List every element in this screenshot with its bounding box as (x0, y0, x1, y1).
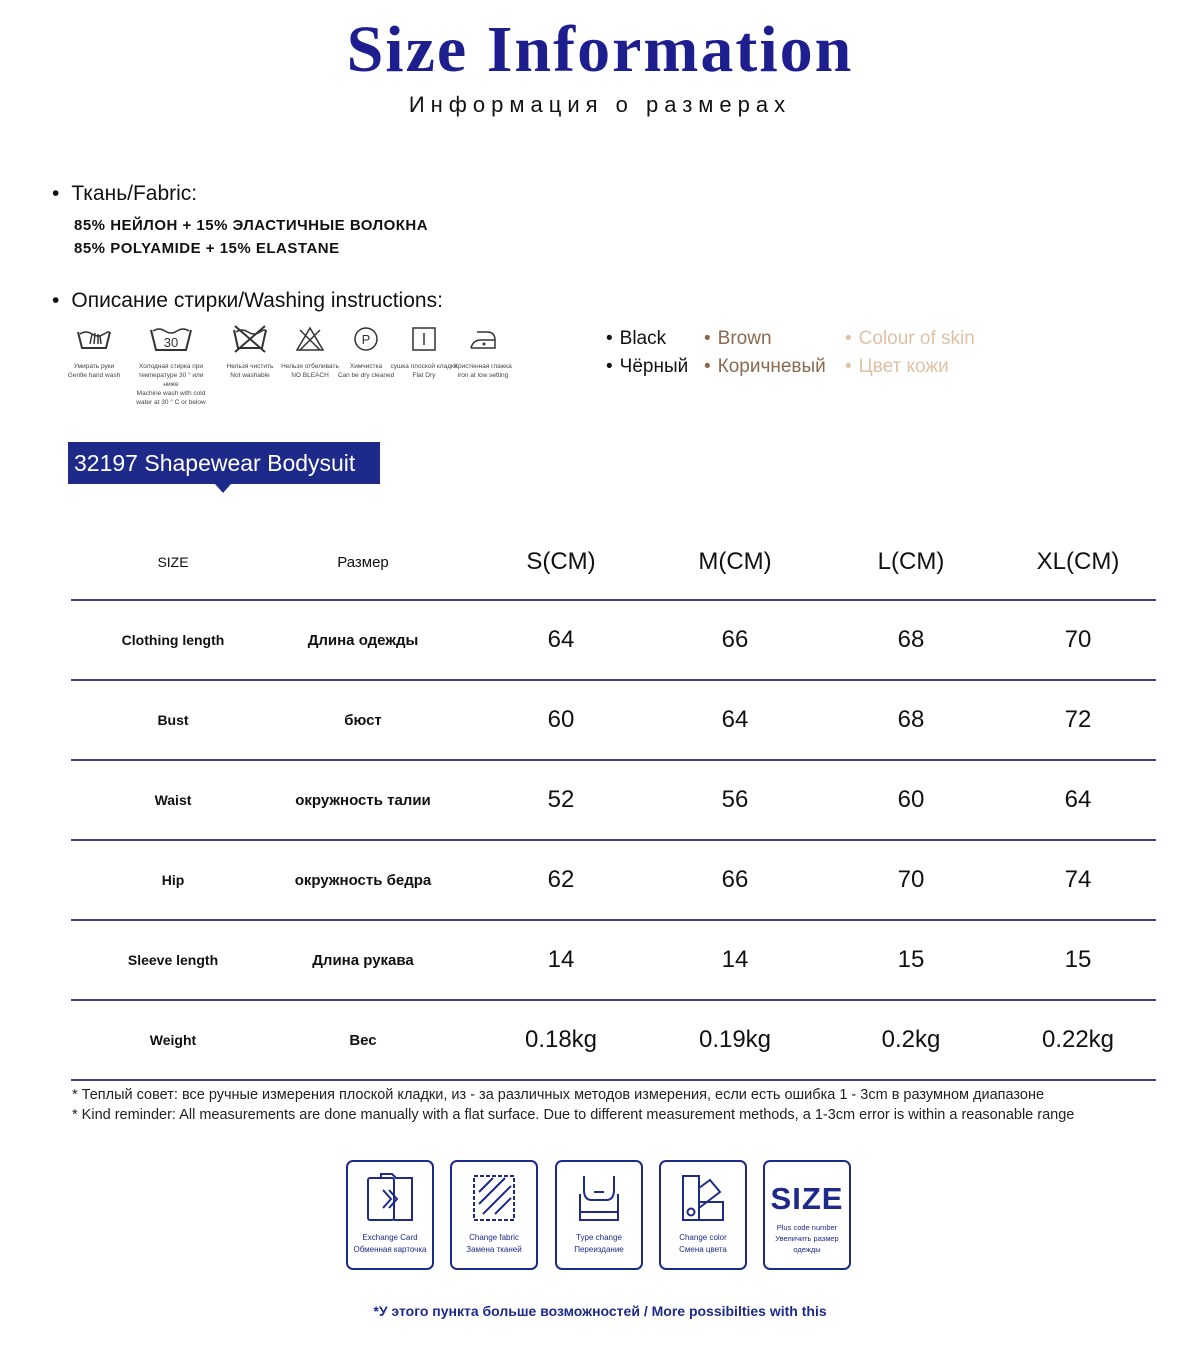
row-label-en: Hip (161, 872, 185, 888)
value-cell: 15 (897, 946, 925, 973)
care-caption-ru: Холодная стирка при температуре 30 ° или ниже (138, 363, 204, 388)
row-label-ru: Длина одежды (307, 631, 419, 649)
change-color-icon (668, 1170, 738, 1228)
header-cell: S(CM) (526, 548, 596, 575)
value-cell: 15 (1064, 946, 1092, 973)
table-row (71, 601, 1156, 681)
dry-clean-letter: P (361, 332, 371, 347)
care-caption-ru: Нельзя чистить (226, 363, 274, 370)
care-caption-ru: Нельзя отбеливать (281, 363, 339, 370)
value-cell: 66 (721, 866, 749, 893)
care-caption-ru: Химчистка (349, 363, 383, 370)
care-caption-ru: сушка плоской кладки (390, 363, 458, 370)
value-cell: 68 (897, 626, 925, 653)
row-label-ru: окружность бедра (294, 871, 432, 889)
change-fabric-icon (459, 1170, 529, 1228)
feature-label-en: Plus code number (776, 1223, 838, 1232)
row-label-en: Bust (157, 712, 189, 728)
row-label-ru: Вес (349, 1031, 377, 1049)
header-cell: SIZE (157, 554, 189, 570)
label-pointer (215, 484, 231, 493)
row-label-en: Waist (154, 792, 192, 808)
feature-label-ru: Переиздание (574, 1245, 624, 1254)
care-symbol (54, 322, 134, 380)
color-option-black: • Black (606, 328, 666, 350)
dry-clean-icon (346, 322, 386, 356)
table-row (71, 921, 1156, 1001)
value-cell: 70 (897, 866, 925, 893)
value-cell: 0.2kg (881, 1026, 941, 1053)
value-cell: 14 (721, 946, 749, 973)
row-label-ru: окружность талии (295, 791, 431, 809)
page-title: Size Information (346, 13, 854, 86)
care-caption-ru: Кристенная глажка (454, 363, 512, 370)
color-option-brown-ru: • Коричневый (704, 356, 826, 378)
measurement-note-en: * Kind reminder: All measurements are done manually with a flat surface. Due to different measurement methods, a 1-3cm error is within a reasonable range (72, 1107, 1075, 1123)
care-caption-en: Machine wash with cold water at 30 ° C or below (136, 390, 206, 406)
feature-label-ru: Увеличить размер одежды (775, 1234, 839, 1254)
feature-card-exchange-card (346, 1160, 434, 1270)
feature-label-ru: Замена тканей (466, 1245, 522, 1254)
table-header-row (71, 525, 1156, 601)
feature-label-en: Change color (679, 1233, 727, 1242)
value-cell: 0.19kg (698, 1026, 772, 1053)
care-caption-en: Gentle hand wash (67, 372, 121, 379)
measurement-note-ru: * Теплый совет: все ручные измерения плоской кладки, из - за различных методов измерения, если есть ошибка 1 - 3cm в разумном диапазоне (72, 1087, 1045, 1103)
value-cell: 0.22kg (1041, 1026, 1115, 1053)
feature-label-en: Change fabric (469, 1233, 519, 1242)
value-cell: 56 (721, 786, 749, 813)
row-label-en: Weight (149, 1032, 197, 1048)
feature-label-en: Type change (576, 1233, 622, 1242)
value-cell: 64 (721, 706, 749, 733)
care-symbol (131, 322, 211, 407)
header-cell: M(CM) (698, 548, 772, 575)
feature-card-change-color (659, 1160, 747, 1270)
size-icon: SIZE (770, 1181, 844, 1216)
value-cell: 52 (547, 786, 575, 813)
feature-label-en: Exchange Card (362, 1233, 418, 1242)
product-label: 32197 Shapewear Bodysuit (68, 442, 380, 484)
value-cell: 66 (721, 626, 749, 653)
washing-heading: • Описание стирки/Washing instructions: (52, 289, 443, 313)
row-label-en: Clothing length (121, 632, 225, 648)
care-symbol (443, 322, 523, 380)
do-not-wash-icon (230, 322, 270, 356)
type-change-icon (564, 1170, 634, 1228)
row-label-en: Sleeve length (127, 952, 219, 968)
care-caption-en: NO BLEACH (291, 372, 329, 379)
header-cell: L(CM) (877, 548, 945, 575)
value-cell: 0.18kg (524, 1026, 598, 1053)
value-cell: 68 (897, 706, 925, 733)
value-cell: 74 (1064, 866, 1092, 893)
value-cell: 64 (1064, 786, 1092, 813)
fabric-line-ru: 85% НЕЙЛОН + 15% ЭЛАСТИЧНЫЕ ВОЛОКНА (74, 217, 429, 234)
row-label-ru: Длина рукава (312, 951, 414, 969)
exchange-card-icon (355, 1170, 425, 1228)
value-cell: 64 (547, 626, 575, 653)
table-row (71, 841, 1156, 921)
color-option-black-ru: • Чёрный (606, 356, 688, 378)
color-option-skin: • Colour of skin (845, 328, 975, 350)
header-cell: Размер (337, 553, 389, 571)
feature-card-type-change (555, 1160, 643, 1270)
value-cell: 62 (547, 866, 575, 893)
no-bleach-icon (290, 322, 330, 356)
wash-temperature: 30 (163, 335, 179, 350)
fabric-heading: • Ткань/Fabric: (52, 182, 197, 206)
row-label-ru: бюст (344, 711, 382, 729)
care-caption-en: Can be dry cleaned (337, 372, 395, 379)
care-caption-en: iron at low setting (457, 372, 509, 379)
care-caption-ru: Умирать руки (73, 363, 115, 370)
size-table (71, 525, 1156, 1081)
flat-dry-icon (404, 322, 444, 356)
footer-note: *У этого пункта больше возможностей / More possibilties with this (373, 1303, 827, 1319)
feature-label-ru: Смена цвета (679, 1245, 727, 1254)
table-row (71, 1001, 1156, 1081)
care-caption-en: Flat Dry (412, 372, 436, 379)
care-caption-en: Not washable (230, 372, 270, 379)
header-cell: XL(CM) (1036, 548, 1120, 575)
feature-card-change-fabric (450, 1160, 538, 1270)
hand-wash-icon (74, 322, 114, 356)
value-cell: 72 (1064, 706, 1092, 733)
page-subtitle: Информация о размерах (408, 92, 792, 117)
table-row (71, 681, 1156, 761)
value-cell: 14 (547, 946, 575, 973)
value-cell: 70 (1064, 626, 1092, 653)
fabric-line-en: 85% POLYAMIDE + 15% ELASTANE (74, 240, 340, 257)
table-row (71, 761, 1156, 841)
color-option-brown: • Brown (704, 328, 772, 350)
feature-label-ru: Обменная карточка (353, 1245, 427, 1254)
feature-card-size (763, 1160, 851, 1270)
value-cell: 60 (547, 706, 575, 733)
color-option-skin-ru: • Цвет кожи (845, 356, 949, 378)
iron-low-icon (463, 322, 503, 356)
machine-wash-30-icon (148, 322, 194, 356)
value-cell: 60 (897, 786, 925, 813)
